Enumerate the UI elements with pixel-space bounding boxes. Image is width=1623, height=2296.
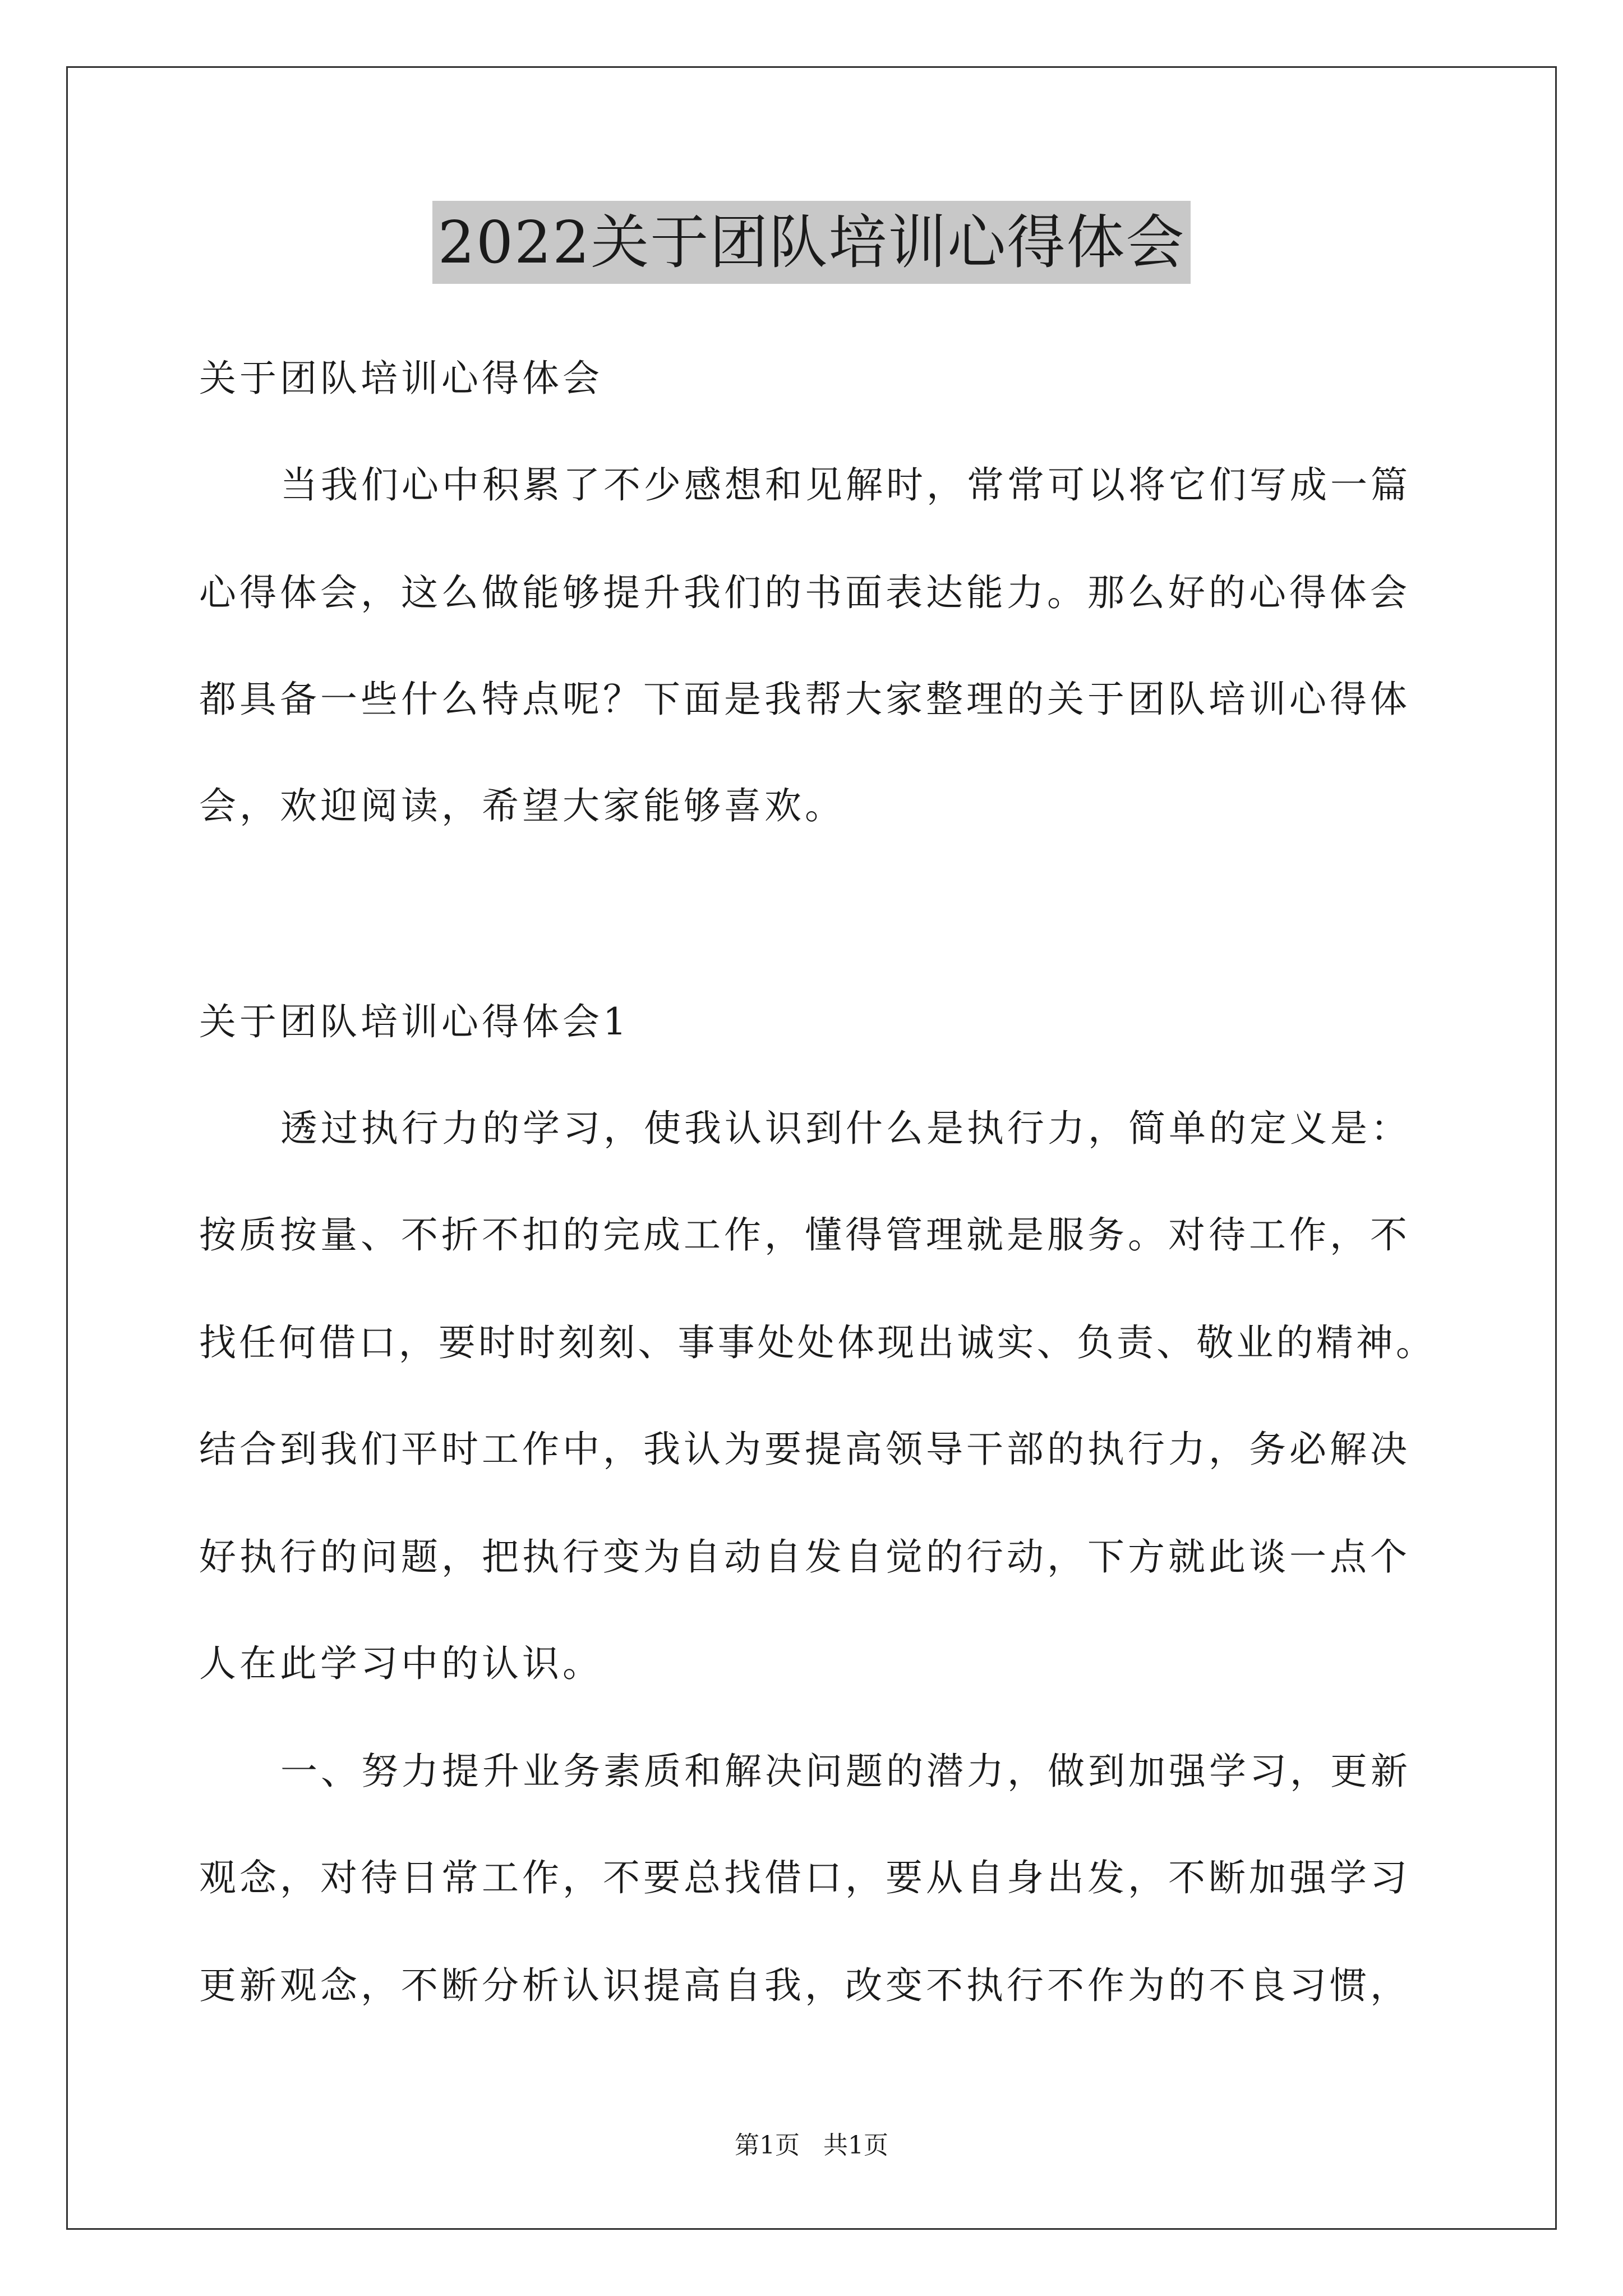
- paragraph-line: 更新观念，不断分析认识提高自我，改变不执行不作为的不良习惯，: [199, 1964, 1410, 2007]
- title-container: [0, 201, 1623, 284]
- paragraph-line: 透过执行力的学习，使我认识到什么是执行力，简单的定义是：: [280, 1107, 1411, 1150]
- paragraph-line: 好执行的问题，把执行变为自动自发自觉的行动，下方就此谈一点个: [199, 1535, 1410, 1579]
- paragraph-line: 当我们心中积累了不少感想和见解时，常常可以将它们写成一篇: [280, 463, 1411, 507]
- paragraph-line: 心得体会，这么做能够提升我们的书面表达能力。那么好的心得体会: [199, 571, 1410, 614]
- subtitle-line: 关于团队培训心得体会: [199, 357, 603, 400]
- paragraph-line: 找任何借口，要时时刻刻、事事处处体现出诚实、负责、敬业的精神。: [199, 1321, 1436, 1364]
- paragraph-line: 会，欢迎阅读，希望大家能够喜欢。: [199, 784, 845, 827]
- paragraph-line: 都具备一些什么特点呢？下面是我帮大家整理的关于团队培训心得体: [199, 678, 1410, 721]
- paragraph-line: 按质按量、不折不扣的完成工作，懂得管理就是服务。对待工作，不: [199, 1213, 1410, 1257]
- paragraph-line: 人在此学习中的认识。: [199, 1642, 603, 1685]
- paragraph-line: 观念，对待日常工作，不要总找借口，要从自身出发，不断加强学习: [199, 1856, 1410, 1899]
- document-title: 2022关于团队培训心得体会: [432, 201, 1191, 284]
- section-heading: 关于团队培训心得体会1: [199, 1000, 630, 1043]
- paragraph-line: 结合到我们平时工作中，我认为要提高领导干部的执行力，务必解决: [199, 1428, 1410, 1471]
- page-footer: 第1页 共1页: [735, 2131, 888, 2160]
- paragraph-line: 一、努力提升业务素质和解决问题的潜力，做到加强学习，更新: [280, 1750, 1411, 1793]
